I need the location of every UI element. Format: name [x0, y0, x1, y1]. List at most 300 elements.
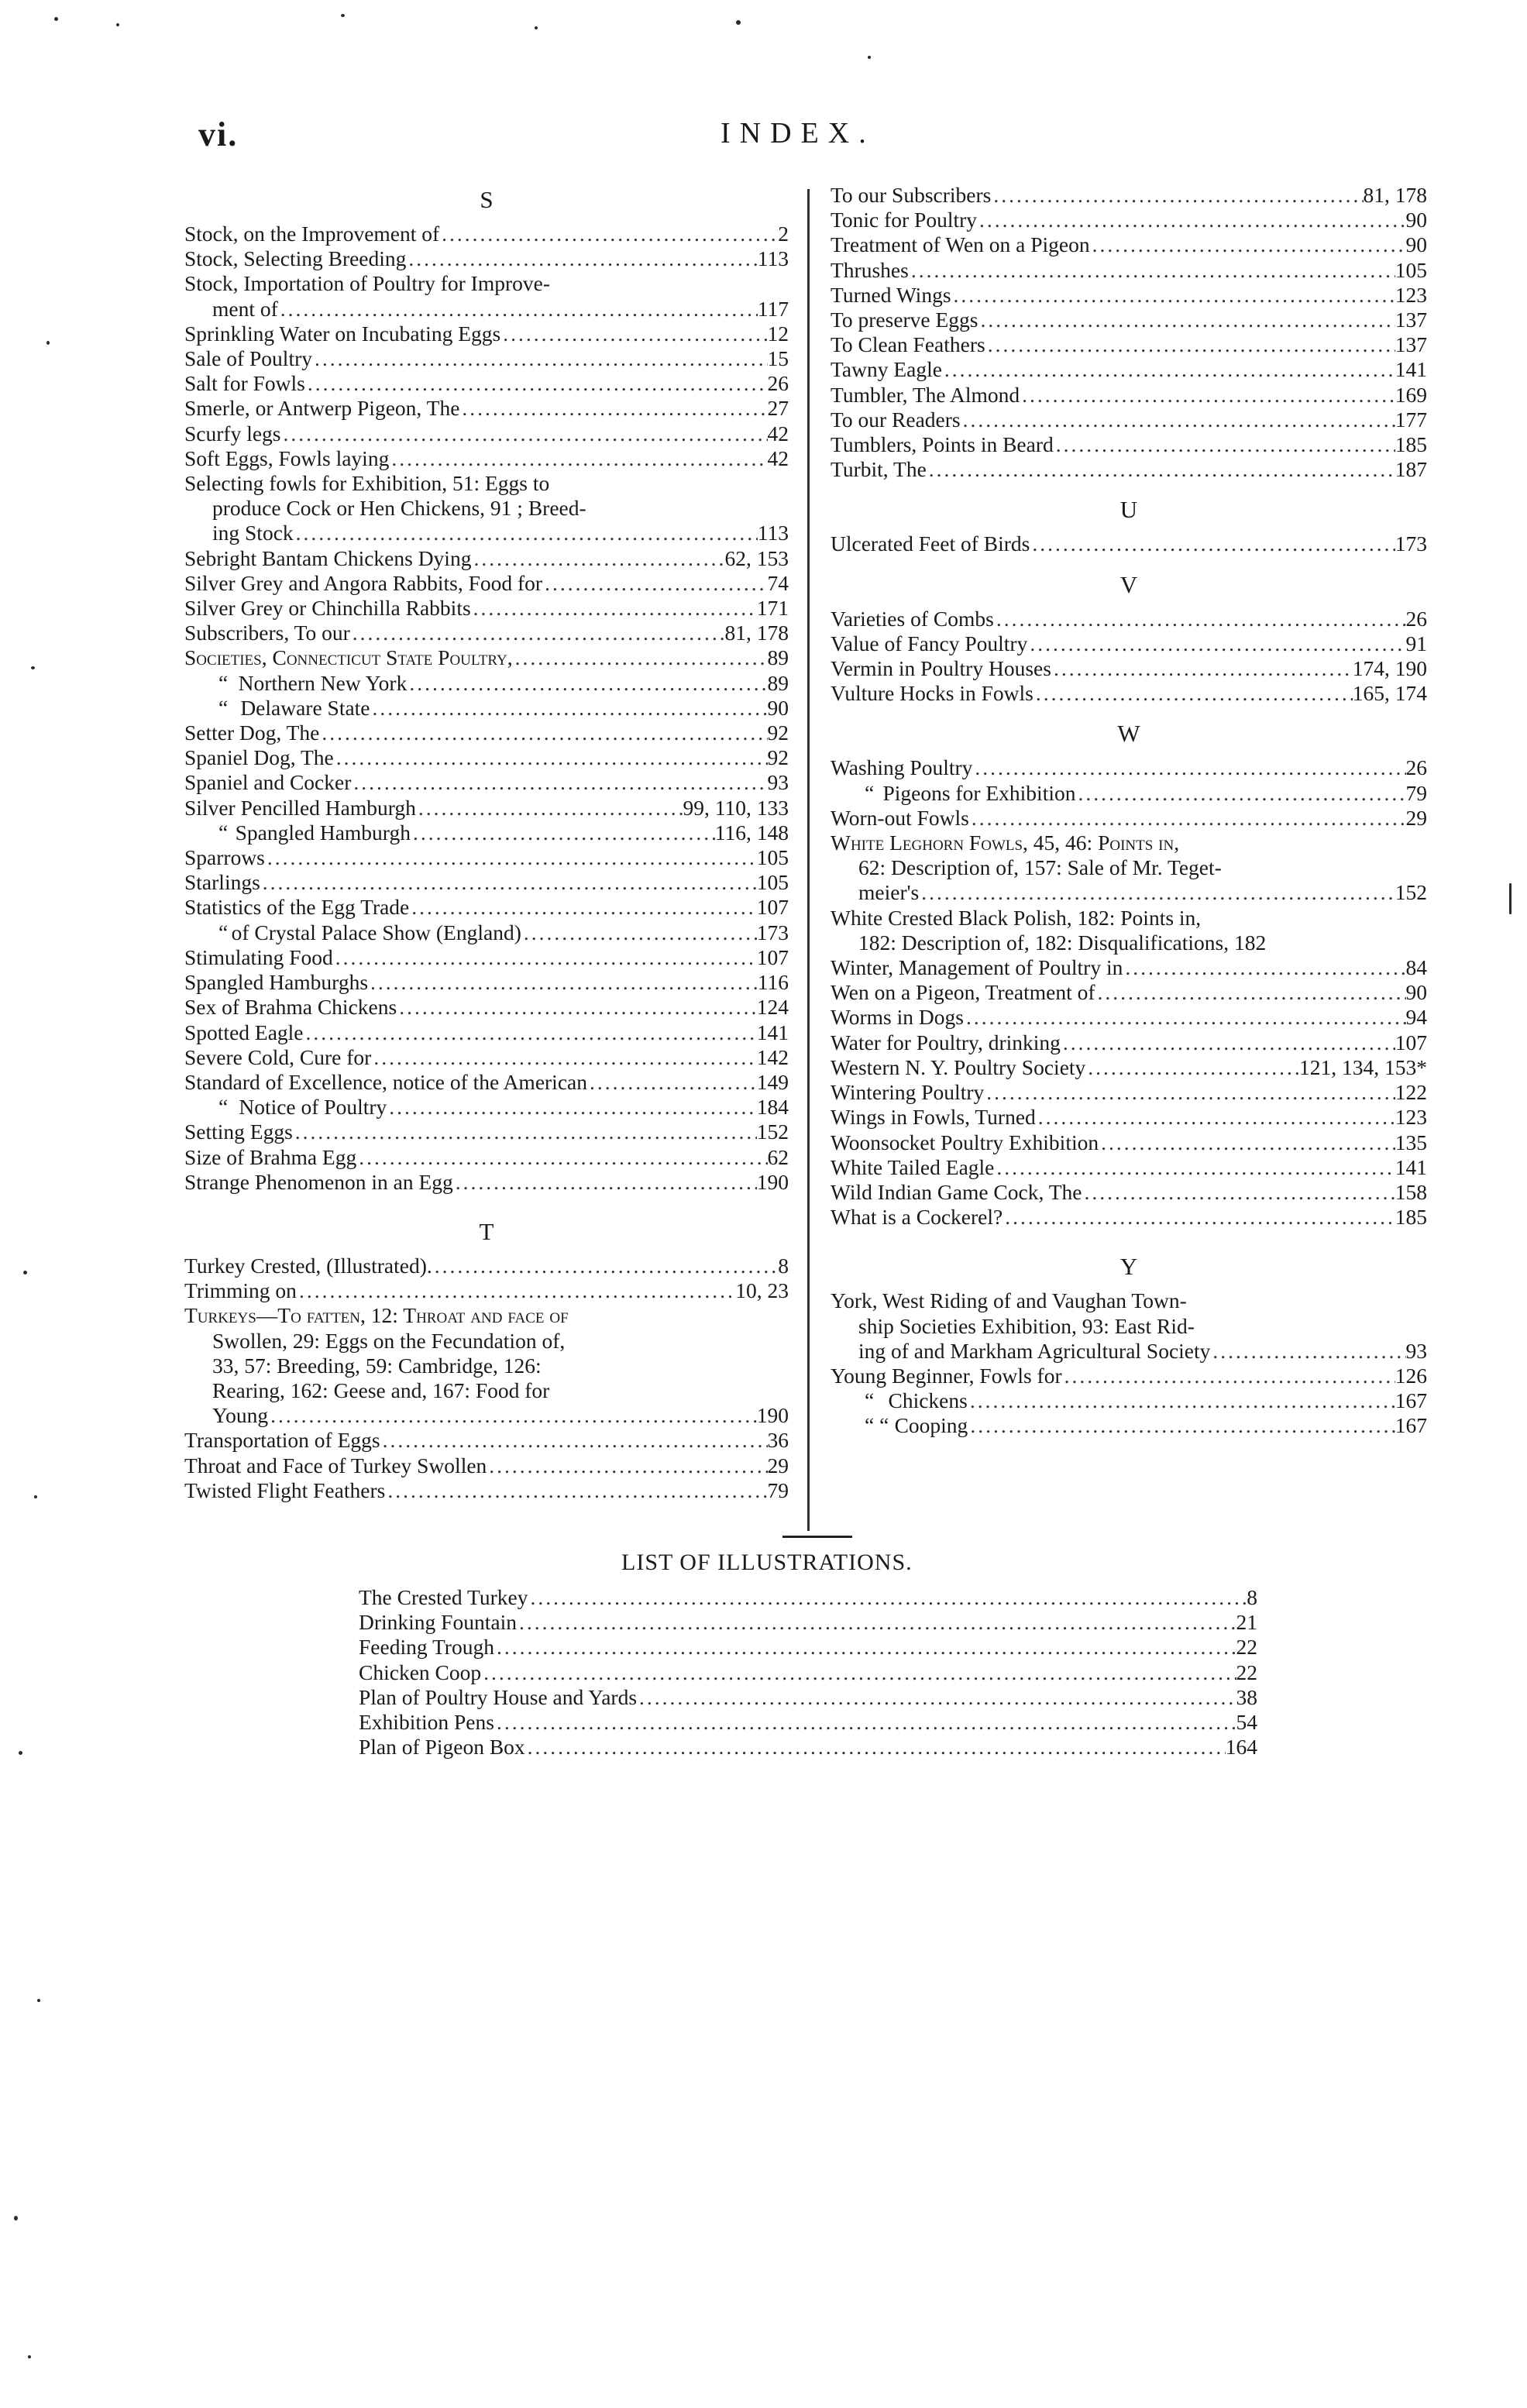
- index-entry: [184, 1478, 789, 1503]
- entry-text: Trimming on: [184, 1278, 297, 1303]
- entry-text: White Leghorn Fowls, 45, 46: Points in,: [831, 831, 1180, 855]
- entry-text: Tumbler, The Almond: [831, 382, 1020, 407]
- page-reference: 90: [1405, 208, 1427, 232]
- entry-text: Sex of Brahma Chickens: [184, 995, 397, 1020]
- entry-text: Stimulating Food: [184, 944, 333, 969]
- page-reference: 8: [778, 1253, 789, 1278]
- section-u-entries: [831, 531, 1427, 556]
- entry-text: ing of and Markham Agricultural Society: [858, 1338, 1211, 1363]
- section-y-entries: [831, 1288, 1427, 1438]
- entry-text: Washing Poultry: [831, 755, 973, 780]
- index-entry: [184, 770, 789, 795]
- index-entry: [831, 1055, 1427, 1080]
- entry-text: Societies, Connecticut State Poultry,: [184, 645, 513, 670]
- dot-leader: [411, 820, 715, 845]
- entry-text: Setting Eggs: [184, 1120, 293, 1144]
- index-entry: [831, 1080, 1427, 1105]
- page-reference: 121, 134, 153*: [1299, 1054, 1427, 1079]
- dot-leader: [294, 521, 758, 545]
- entry-text: Treatment of Wen on a Pigeon: [831, 232, 1090, 257]
- section-s-entries: [184, 222, 789, 1195]
- dot-leader: [1051, 656, 1353, 681]
- dot-leader: [637, 1685, 1236, 1710]
- dot-leader: [351, 770, 767, 795]
- dot-leader: [368, 970, 758, 995]
- dot-leader: [416, 796, 683, 820]
- index-entry: [184, 496, 789, 521]
- page-reference: 36: [767, 1428, 789, 1453]
- page-reference: 74: [767, 570, 789, 595]
- dot-leader: [984, 1080, 1395, 1105]
- dot-leader: [991, 183, 1363, 208]
- dot-leader: [919, 880, 1395, 905]
- entry-text: Starlings: [184, 870, 260, 895]
- page-reference: 137: [1395, 332, 1427, 357]
- index-entry: [184, 1303, 789, 1328]
- dot-leader: [471, 596, 757, 621]
- index-entry: [184, 421, 789, 446]
- section-letter-v: V: [1119, 570, 1138, 598]
- index-entry: [831, 1130, 1427, 1155]
- dot-leader: [1027, 631, 1405, 656]
- ditto-mark: “: [218, 920, 229, 944]
- index-entry: [831, 183, 1427, 208]
- index-entry: [184, 1278, 789, 1303]
- dot-leader: [951, 283, 1395, 308]
- page-reference: 94: [1405, 1005, 1427, 1030]
- index-entry: [831, 1205, 1427, 1230]
- entry-text: To Clean Feathers: [831, 332, 985, 357]
- dot-leader: [942, 357, 1395, 382]
- index-entry: [831, 457, 1427, 482]
- entry-text: Feeding Trough: [359, 1635, 494, 1660]
- index-entry: [831, 1005, 1427, 1030]
- ditto-mark: “: [218, 1095, 229, 1120]
- entry-text: To our Subscribers: [831, 183, 992, 207]
- page-reference: 93: [1405, 1338, 1427, 1363]
- dot-leader: [964, 1005, 1406, 1030]
- dot-leader: [481, 1660, 1236, 1685]
- entry-text: Winter, Management of Poultry in: [831, 955, 1123, 980]
- index-entry: [184, 297, 789, 322]
- entry-text: Subscribers, To our: [184, 621, 350, 645]
- page-reference: 81, 178: [724, 621, 789, 645]
- dot-leader: [978, 308, 1395, 332]
- entry-text: Selecting fowls for Exhibition, 51: Eggs to: [184, 471, 550, 496]
- entry-text: ment of: [212, 296, 278, 321]
- page-reference: 105: [756, 845, 789, 870]
- page-reference: 152: [756, 1120, 789, 1144]
- entry-text: Cooping: [894, 1413, 968, 1438]
- section-letter-u: U: [1119, 496, 1138, 524]
- index-entry: [184, 521, 789, 545]
- ditto-mark: “: [218, 695, 229, 720]
- entry-text: Turkey Crested, (Illustrated).: [184, 1253, 432, 1278]
- dot-leader: [494, 1635, 1236, 1660]
- index-entry: [831, 283, 1427, 308]
- entry-text: Smerle, or Antwerp Pigeon, The: [184, 396, 460, 421]
- entry-text: Silver Pencilled Hamburgh: [184, 795, 416, 820]
- dot-leader: [1020, 383, 1395, 408]
- dot-leader: [312, 346, 768, 371]
- page-reference: 158: [1395, 1179, 1427, 1204]
- ditto-mark: “: [865, 1388, 875, 1413]
- entry-text: 62: Description of, 157: Sale of Mr. Teget-: [858, 855, 1222, 880]
- dot-leader: [587, 1070, 757, 1095]
- page-reference: 142: [756, 1044, 789, 1069]
- scan-speck: [535, 26, 538, 29]
- section-letter-s: S: [480, 186, 494, 213]
- page-reference: 122: [1395, 1080, 1427, 1105]
- dot-leader: [1062, 1364, 1395, 1388]
- entry-text: Tonic for Poultry: [831, 208, 978, 232]
- page-reference: 117: [757, 296, 789, 321]
- dot-leader: [407, 671, 767, 696]
- index-entry: [184, 1170, 789, 1195]
- dot-leader: [260, 870, 757, 895]
- index-entry: [184, 1095, 789, 1120]
- page-reference: 99, 110, 133: [683, 795, 789, 820]
- section-v-entries: [831, 607, 1427, 707]
- index-entry: [831, 781, 1427, 806]
- scan-speck: [23, 1271, 27, 1275]
- entry-text: Wings in Fowls, Turned: [831, 1105, 1036, 1130]
- index-entry: [831, 631, 1427, 656]
- entry-text: Western N. Y. Poultry Society: [831, 1054, 1086, 1079]
- dot-leader: [487, 1453, 767, 1478]
- page-reference: 164: [1225, 1735, 1257, 1760]
- scan-speck: [31, 666, 35, 669]
- index-entry: [184, 446, 789, 471]
- entry-text: Spaniel Dog, The: [184, 745, 334, 770]
- index-entry: [184, 820, 789, 845]
- entry-text: Young Beginner, Fowls for: [831, 1363, 1062, 1388]
- dot-leader: [961, 408, 1395, 432]
- page-reference: 22: [1236, 1635, 1257, 1660]
- entry-text: Vermin in Poultry Houses: [831, 656, 1051, 681]
- index-entry: [184, 396, 789, 421]
- dot-leader: [1030, 531, 1395, 556]
- entry-text: Delaware State: [240, 695, 370, 720]
- page-reference: 173: [1395, 531, 1427, 556]
- entry-text: ing Stock: [212, 521, 294, 545]
- scan-speck: [19, 1751, 22, 1755]
- index-entry: [831, 855, 1427, 880]
- dot-leader: [977, 208, 1405, 232]
- index-entry: [831, 408, 1427, 432]
- entry-text: Plan of Poultry House and Yards: [359, 1684, 638, 1709]
- index-entry: [831, 357, 1427, 382]
- page-reference: 27: [767, 396, 789, 421]
- index-entry: [184, 1254, 789, 1278]
- dot-leader: [459, 396, 767, 421]
- dot-leader: [387, 1095, 756, 1120]
- page-reference: 135: [1395, 1130, 1427, 1154]
- dot-leader: [293, 1120, 757, 1144]
- page-reference: 185: [1395, 1205, 1427, 1230]
- dot-leader: [994, 607, 1406, 631]
- page-reference: 126: [1395, 1363, 1427, 1388]
- dot-leader: [409, 895, 756, 920]
- index-entry: [184, 945, 789, 970]
- entry-text: Twisted Flight Feathers: [184, 1477, 386, 1502]
- dot-leader: [1075, 781, 1405, 806]
- index-entry: [831, 1364, 1427, 1388]
- entry-text: Chicken Coop: [359, 1660, 482, 1684]
- dot-leader: [1033, 681, 1353, 706]
- entry-text: The Crested Turkey: [359, 1585, 528, 1609]
- dot-leader: [471, 546, 724, 571]
- index-entry: [184, 745, 789, 770]
- entry-text: ship Societies Exhibition, 93: East Rid-: [858, 1313, 1195, 1338]
- dot-leader: [1085, 1055, 1299, 1080]
- page-reference: 21: [1236, 1610, 1257, 1635]
- page-reference: 22: [1236, 1660, 1257, 1684]
- scan-speck: [37, 1999, 40, 2002]
- entry-text: Stock, Importation of Poultry for Improve-: [184, 271, 550, 296]
- index-entry: [184, 271, 789, 296]
- page-reference: 123: [1395, 282, 1427, 307]
- scan-speck: [28, 2355, 31, 2358]
- dot-leader: [370, 696, 768, 721]
- dot-leader: [350, 621, 725, 645]
- page-reference: 124: [756, 995, 789, 1020]
- page-reference: 38: [1236, 1684, 1257, 1709]
- entry-text: Throat and Face of Turkey Swollen: [184, 1453, 487, 1477]
- entry-text: Wintering Poultry: [831, 1080, 985, 1105]
- page-reference: 173: [756, 920, 789, 944]
- entry-text: Plan of Pigeon Box: [359, 1735, 525, 1760]
- page-reference: 12: [767, 321, 789, 346]
- scan-speck: [736, 20, 741, 25]
- section-letter-t: T: [479, 1217, 494, 1245]
- index-entry: [184, 645, 789, 670]
- entry-text: Size of Brahma Egg: [184, 1144, 357, 1169]
- index-entry: [184, 222, 789, 246]
- page-reference: 26: [767, 371, 789, 396]
- entry-text: Salt for Fowls: [184, 371, 305, 396]
- page-reference: 116, 148: [714, 820, 789, 845]
- column-divider: [807, 189, 810, 1531]
- page-reference: 54: [1236, 1710, 1257, 1735]
- index-entry: [831, 1105, 1427, 1130]
- index-entry: [831, 831, 1427, 855]
- dot-leader: [432, 1254, 778, 1278]
- scan-speck: [54, 17, 58, 21]
- page-reference: 10, 23: [735, 1278, 789, 1303]
- page-reference: 123: [1395, 1105, 1427, 1130]
- page-reference: 90: [1405, 232, 1427, 257]
- entry-text: Drinking Fountain: [359, 1610, 517, 1635]
- index-entry: [359, 1735, 1257, 1760]
- index-entry: [831, 1413, 1427, 1438]
- dot-leader: [333, 945, 757, 970]
- page-reference: 90: [1405, 980, 1427, 1005]
- dot-leader: [969, 806, 1406, 831]
- scan-speck: [46, 341, 50, 345]
- entry-text: Pigeons for Exhibition: [882, 780, 1076, 805]
- page-reference: 81, 178: [1363, 183, 1427, 207]
- entry-text: Turkeys—To fatten, 12: Throat and face of: [184, 1303, 569, 1328]
- index-entry: [831, 607, 1427, 631]
- index-entry: [184, 1145, 789, 1170]
- index-entry: [184, 920, 789, 945]
- index-entry: [831, 232, 1427, 257]
- dot-leader: [1082, 1180, 1395, 1205]
- dot-leader: [1054, 432, 1395, 457]
- page-reference: 92: [767, 721, 789, 745]
- dot-leader: [1036, 1105, 1395, 1130]
- dot-leader: [927, 457, 1395, 482]
- dot-leader: [397, 995, 757, 1020]
- dot-leader: [371, 1045, 756, 1070]
- dot-leader: [528, 1585, 1247, 1610]
- index-entry: [184, 696, 789, 721]
- entry-text: Tumblers, Points in Beard: [831, 432, 1054, 457]
- index-entry: [831, 1180, 1427, 1205]
- section-t-entries: [184, 1254, 789, 1503]
- entry-text: Tawny Eagle: [831, 357, 942, 382]
- index-entry: [184, 1045, 789, 1070]
- entry-text: Spangled Hamburghs: [184, 970, 369, 995]
- entry-text: Stock, on the Improvement of: [184, 222, 440, 246]
- dot-leader: [513, 645, 768, 670]
- entry-text: Standard of Excellence, notice of the American: [184, 1069, 587, 1094]
- index-entry: [831, 531, 1427, 556]
- index-entry: [831, 332, 1427, 357]
- page-reference: 184: [756, 1095, 789, 1120]
- entry-text: Sprinkling Water on Incubating Eggs: [184, 321, 501, 346]
- index-entry: [831, 383, 1427, 408]
- ditto-mark: “: [218, 670, 229, 695]
- entry-text: Worn-out Fowls: [831, 805, 969, 830]
- entry-text: Value of Fancy Poultry: [831, 631, 1028, 655]
- page-reference: 105: [1395, 257, 1427, 282]
- dot-leader: [500, 322, 767, 346]
- index-entry: [184, 970, 789, 995]
- page-reference: 165, 174: [1352, 681, 1427, 706]
- page-reference: 29: [767, 1453, 789, 1477]
- page-reference: 91: [1405, 631, 1427, 655]
- dot-leader: [525, 1735, 1226, 1760]
- page-reference: 90: [767, 695, 789, 720]
- index-entry: [184, 1020, 789, 1045]
- entry-text: Wild Indian Game Cock, The: [831, 1179, 1082, 1204]
- section-w-entries: [831, 755, 1427, 1230]
- index-entry: [831, 308, 1427, 332]
- dot-leader: [385, 1478, 767, 1503]
- dot-leader: [268, 1403, 757, 1428]
- scan-speck: [14, 2216, 18, 2221]
- entry-text: Scurfy legs: [184, 421, 281, 445]
- dot-leader: [1090, 232, 1406, 257]
- page-reference: 185: [1395, 432, 1427, 457]
- scan-speck: [341, 14, 345, 17]
- entry-text: Setter Dog, The: [184, 721, 320, 745]
- ditto-mark: “: [865, 780, 875, 805]
- entry-text: To our Readers: [831, 407, 961, 432]
- ditto-mark: “ “: [865, 1413, 889, 1438]
- entry-text: What is a Cockerel?: [831, 1205, 1003, 1230]
- entry-text: Silver Grey and Angora Rabbits, Food for: [184, 570, 543, 595]
- index-entry: [831, 1155, 1427, 1180]
- index-entry: [831, 656, 1427, 681]
- index-entry: [831, 931, 1427, 955]
- entry-text: Chickens: [888, 1388, 968, 1413]
- entry-text: Spaniel and Cocker: [184, 770, 352, 795]
- entry-text: To preserve Eggs: [831, 308, 978, 332]
- page-reference: 167: [1395, 1413, 1427, 1438]
- dot-leader: [968, 1388, 1395, 1413]
- entry-text: produce Cock or Hen Chickens, 91 ; Breed-: [212, 496, 586, 521]
- index-entry: [184, 1120, 789, 1144]
- entry-text: White Tailed Eagle: [831, 1154, 995, 1179]
- entry-text: Varieties of Combs: [831, 606, 994, 631]
- section-t-continued-entries: [831, 183, 1427, 482]
- page-reference: 79: [1405, 780, 1427, 805]
- entry-text: 33, 57: Breeding, 59: Cambridge, 126:: [212, 1353, 542, 1378]
- page-reference: 141: [1395, 1154, 1427, 1179]
- index-entry: [831, 681, 1427, 706]
- dot-leader: [389, 446, 767, 471]
- ditto-mark: “: [218, 820, 229, 845]
- entry-text: Turned Wings: [831, 282, 951, 307]
- entry-text: Swollen, 29: Eggs on the Fecundation of,: [212, 1328, 566, 1353]
- index-entry: [831, 258, 1427, 283]
- index-entry: [184, 371, 789, 396]
- entry-text: Wen on a Pigeon, Treatment of: [831, 980, 1095, 1005]
- index-entry: [831, 1388, 1427, 1413]
- index-entry: [184, 845, 789, 870]
- dot-leader: [972, 755, 1405, 780]
- index-entry: [359, 1710, 1257, 1735]
- page-reference: 167: [1395, 1388, 1427, 1413]
- index-entry: [359, 1685, 1257, 1710]
- scan-speck: [868, 56, 871, 59]
- dot-leader: [356, 1145, 767, 1170]
- entry-text: Notice of Poultry: [239, 1095, 387, 1120]
- page-reference: 79: [767, 1477, 789, 1502]
- index-entry: [831, 906, 1427, 931]
- entry-text: Thrushes: [831, 257, 909, 282]
- entry-text: Rearing, 162: Geese and, 167: Food for: [212, 1378, 550, 1402]
- index-entry: [831, 755, 1427, 780]
- entry-text: Spangled Hamburgh: [235, 820, 411, 845]
- index-entry: [184, 1428, 789, 1453]
- index-entry: [184, 322, 789, 346]
- dot-leader: [968, 1413, 1395, 1438]
- index-entry: [184, 346, 789, 371]
- page-reference: 62: [767, 1144, 789, 1169]
- index-entry: [359, 1660, 1257, 1685]
- dot-leader: [319, 721, 767, 745]
- index-entry: [184, 671, 789, 696]
- page-reference: 141: [1395, 357, 1427, 382]
- dot-leader: [334, 745, 768, 770]
- index-entry: [831, 208, 1427, 232]
- dot-leader: [304, 1020, 757, 1045]
- entry-text: White Crested Black Polish, 182: Points in,: [831, 905, 1202, 930]
- entry-text: Turbit, The: [831, 457, 927, 482]
- illustrations-list: [359, 1585, 1257, 1760]
- dot-leader: [281, 421, 768, 446]
- dot-leader: [521, 920, 757, 945]
- page-reference: 93: [767, 770, 789, 795]
- page-reference: 8: [1247, 1585, 1257, 1609]
- dot-leader: [1003, 1205, 1395, 1230]
- index-entry: [831, 432, 1427, 457]
- page-reference: 105: [756, 870, 789, 895]
